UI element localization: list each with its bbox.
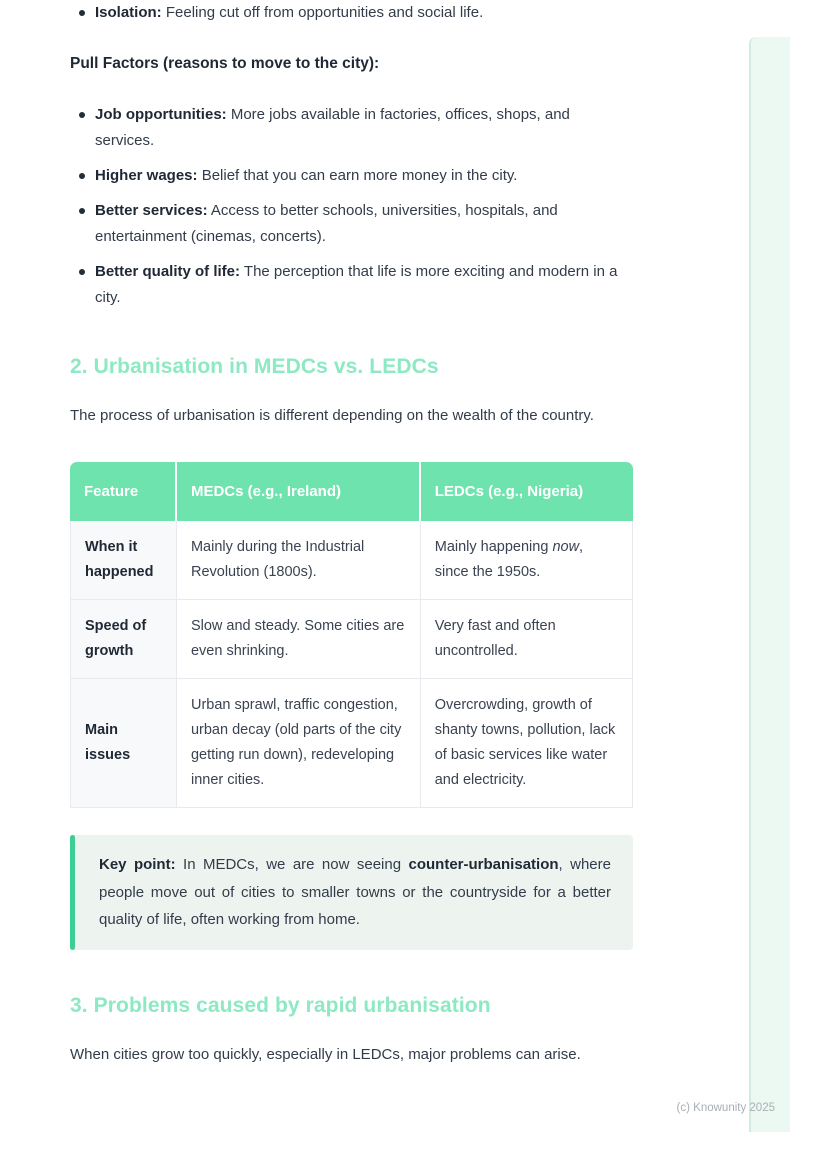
bullet-higher-wages (70, 163, 633, 189)
bullet-lead: Better quality of life: (95, 263, 241, 280)
callout-accent-bar (70, 835, 75, 950)
header-medcs: MEDCs (e.g., Ireland) (177, 462, 421, 521)
bullet-text: Belief that you can earn more money in the city. (201, 167, 518, 184)
bullet-lead: Isolation: (95, 4, 162, 21)
cell-medc: Urban sprawl, traffic congestion, urban decay (old parts of the city getting run down), redeveloping inner cities. (177, 679, 421, 808)
cell-feature: Speed of growth (70, 600, 177, 679)
section-3-intro: When cities grow too quickly, especially in LEDCs, major problems can arise. (70, 1045, 581, 1063)
bullet-text: More jobs available in factories, offices, shops, and services. (95, 106, 570, 149)
table-row-speed-of-growth (70, 600, 633, 679)
copyright-notice: (c) Knowunity 2025 (676, 1102, 775, 1114)
intro-bullet-list (70, 0, 633, 26)
cell-ledc: Overcrowding, growth of shanty towns, pollution, lack of basic services like water and electricity. (421, 679, 633, 808)
table-header-row (70, 462, 633, 521)
key-point-text: In MEDCs, we are now seeing (183, 856, 402, 873)
cell-feature: When it happened (70, 521, 177, 600)
key-point-text: , where people move out of cities to smaller towns or the countryside for a better quality of life, often working from home. (99, 856, 611, 928)
cell-medc: Slow and steady. Some cities are even shrinking. (177, 600, 421, 679)
bullet-better-quality-of-life (70, 259, 633, 311)
section-2-title: 2. Urbanisation in MEDCs vs. LEDCs (70, 355, 439, 378)
bullet-lead: Better services: (95, 202, 208, 219)
bullet-lead: Higher wages: (95, 167, 198, 184)
cell-text: Mainly happening (434, 539, 549, 555)
comparison-table-wrapper (70, 462, 633, 808)
bullet-job-opportunities (70, 102, 633, 154)
key-point-strong: counter-urbanisation (408, 856, 559, 873)
document-content (70, 0, 633, 1068)
cell-ledc (421, 521, 633, 600)
bullet-isolation (70, 0, 633, 26)
header-feature: Feature (70, 462, 177, 521)
bullet-text: The perception that life is more exciting and modern in a city. (95, 263, 618, 306)
pull-factors-heading: Pull Factors (reasons to move to the city): (70, 55, 380, 72)
table-row-main-issues (70, 679, 633, 808)
table-row-when-it-happened (70, 521, 633, 600)
bullet-lead: Job opportunities: (95, 106, 227, 123)
cell-ledc: Very fast and often uncontrolled. (421, 600, 633, 679)
cell-feature: Main issues (70, 679, 177, 808)
cell-text-italic: now (552, 539, 580, 555)
cell-text: , since the 1950s. (434, 539, 584, 580)
section-3-title: 3. Problems caused by rapid urbanisation (70, 993, 491, 1017)
section-2-intro: The process of urbanisation is different depending on the wealth of the country. (70, 407, 594, 424)
bullet-better-services (70, 198, 633, 250)
key-point-lead: Key point: (99, 856, 176, 873)
comparison-table (70, 462, 633, 808)
pull-factors-list (70, 102, 633, 311)
cell-medc: Mainly during the Industrial Revolution (1800s). (177, 521, 421, 600)
header-ledcs: LEDCs (e.g., Nigeria) (421, 462, 633, 521)
bullet-text: Access to better schools, universities, hospitals, and entertainment (cinemas, concerts). (95, 202, 558, 245)
page-edge-strip (749, 37, 790, 1132)
bullet-text: Feeling cut off from opportunities and social life. (165, 4, 484, 21)
key-point-callout (70, 835, 633, 950)
